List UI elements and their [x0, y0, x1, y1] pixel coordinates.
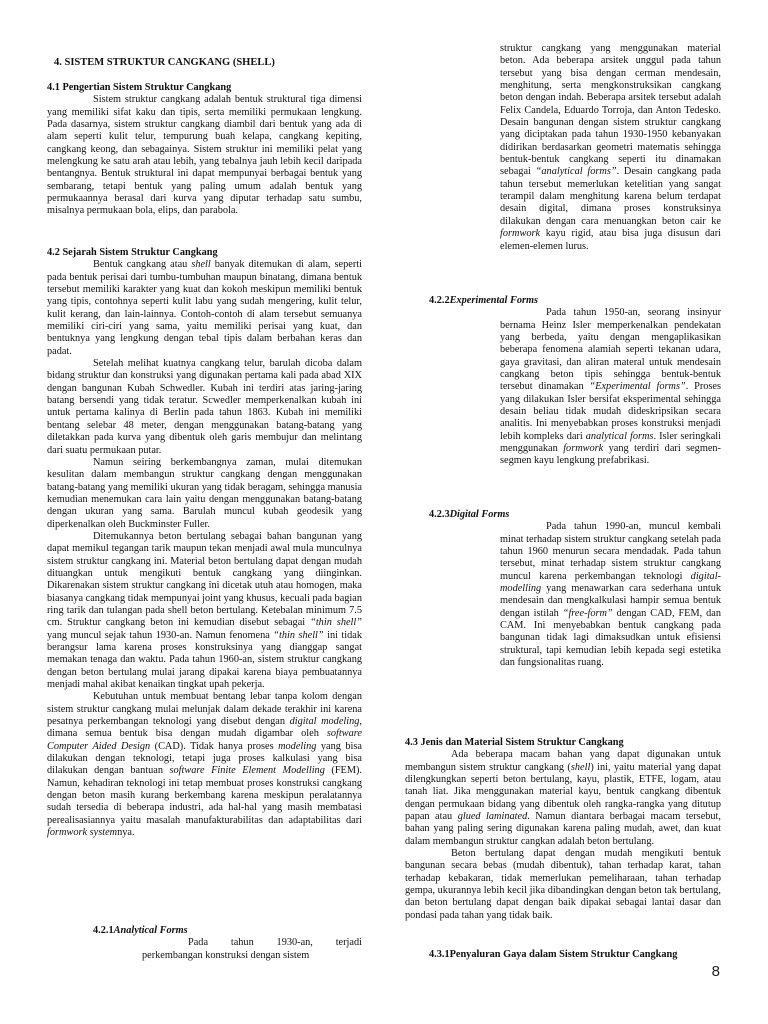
page-title: 4. SISTEM STRUKTUR CANGKANG (SHELL): [54, 57, 275, 68]
paragraph: Kebutuhan untuk membuat bentang lebar tanpa kolom dengan sistem struktur cangkang mulai melunjak dalam dekade terakhir ini karena pesatnya perkembangan teknologi yang disebut dengan digital modeling, dimana semua bentuk bisa dengan mudah digambar oleh software Computer Aided Design (CAD). Tidak hanya proses modeling yang bisa dilakukan dengan teknologi, tetapi juga proses kalkulasi yang bisa dilakukan dengan bantuan software Finite Element Modelling (FEM). Namun, kehadiran teknologi ini tetap membuat proses konstruksi cangkang dengan beton masih kurang berkembang karena meskipun peralatannya sudah tersedia di beberapa industri, ada hal-hal yang masih membatasi perealisasiannya yaitu masalah manufakturabilitas dan adaptabilitas dari formwork systemnya.: [47, 691, 362, 839]
section-4-3-1: [405, 949, 721, 961]
paragraph: Namun seiring berkembangnya zaman, mulai ditemukan kesulitan dalam membangun struktur cangkang dengan menggunakan batang-batang yang memiliki ukuran yang tidak beragam, sehingga manusia kemudian menemukan cara lain yaitu dengan menggunakan batang-batang dengan ukuran yang sama. Barulah muncul kubah geodesik yang diperkenalkan oleh Buckminster Fuller.: [47, 456, 362, 530]
section-4-2-3: [405, 509, 721, 669]
paragraph: Ditemukannya beton bertulang sebagai bahan bangunan yang dapat memikul tegangan tarik maupun tekan menjadi awal mula munculnya sistem struktur cangkang ini. Material beton bertulang dapat dengan mudah dituangkan untuk mengikuti bentuk cangkang yang diinginkan. Dikarenakan sistem struktur cangkang ini dicetak utuh atau homogen, maka biasanya cangkang tidak mempunyai joint yang khusus, kecuali pada bagian ring tarik dan tulangan pada shell beton bertulang. Ketebalan minimum 7.5 cm. Struktur cangkang beton ini kemudian disebut sebagai “thin shell” yang muncul sejak tahun 1930-an. Namun fenomena “thin shell” ini tidak berangsur lama karena proses konstruksinya yang dianggap sangat memakan tenaga dan waktu. Pada tahun 1960-an, sistem struktur cangkang dengan beton bertulang mulai jarang dipakai karena biaya pembuatannya menjadi mahal akibat kenaikan tingkat upah pekerja.: [47, 530, 363, 691]
section-4-2-2: [405, 295, 721, 468]
subsection-heading: 4.2.2Experimental Forms: [429, 295, 538, 306]
paragraph: Sistem struktur cangkang adalah bentuk struktural tiga dimensi yang memiliki sifat kaku dan tipis, serta memiliki permukaan lengkung. Pada dasarnya, sistem struktur cangkang diambil dari bentuk yang ada di alam seperti kulit telur, tempurung buah kelapa, cangkang kepiting, cangkang keong, dan sebagainya. Sistem struktur ini memiliki pelat yang melengkung ke satu arah atau lebih, yang tebalnya jauh lebih kecil daripada bentangnya. Bentuk struktural ini dapat mempunyai berbagai bentuk yang sembarang, tetapi bentuk yang paling umum adalah bentuk yang permukaannya berasal dari kurva yang diputar terhadap satu sumbu, misalnya permukaan bola, elips, dan parabola.: [47, 94, 362, 217]
subsection-heading: 4.2.1Analytical Forms: [93, 925, 188, 936]
section-4-2-1: [47, 925, 362, 962]
section-4-2: [47, 247, 362, 840]
page-number: 8: [711, 963, 720, 980]
subsection-heading: 4.3.1Penyaluran Gaya dalam Sistem Struktur Cangkang: [429, 949, 678, 960]
paragraph: Setelah melihat kuatnya cangkang telur, barulah dicoba dalam bidang struktur dan konstruksi yang digunakan pertama kali pada abad XIX dengan bangunan Kubah Schwedler. Kubah ini terdiri atas jaring-jaring batang bersendi yang tidak teratur. Scwedler memperkenalkan kubah ini untuk pertama kalinya di Berlin pada tahun 1863. Kubah ini memiliki bentang selebar 48 meter, dengan menggunakan batang-batang yang diletakkan pada kurva yang dibentuk oleh garis membujur dan melintang dari suatu permukaan putar.: [47, 358, 362, 456]
section-heading: 4.3 Jenis dan Material Sistem Struktur Cangkang: [405, 737, 624, 748]
section-4-2-1-cont: [500, 43, 721, 253]
paragraph: struktur cangkang yang menggunakan material beton. Ada beberapa arsitek unggul pada tahun tersebut yang bisa dengan cerman mendesain, menghitung, serta mengkonstruksikan cangkang beton dengan indah. Beberapa arsitek tersebut adalah Felix Candela, Eduardo Torroja, dan Anton Tedesko. Desain bangunan dengan sistem struktur cangkang yang diciptakan pada tahun 1930-1950 kebanyakan didirikan berdasarkan geometri matematis sehingga bentuk-bentuk cangkang seperti itu dinamakan sebagai “analytical forms”. Desain cangkang pada tahun tersebut memerlukan ketelitian yang sangat terampil dalam menghitung karena belum terdapat desain digital, dimana proses konstruksinya dilakukan dengan cara menuangkan beton cair ke formwork kayu rigid, atau bisa juga disusun dari elemen-elemen lurus.: [500, 43, 721, 252]
section-heading: 4.1 Pengertian Sistem Struktur Cangkang: [47, 82, 232, 93]
paragraph: Pada tahun 1990-an, muncul kembali minat terhadap sistem struktur cangkang setelah pada tahun 1960 menurun secara mendadak. Pada tahun tersebut, minat terhadap sistem struktur cangkang muncul karena perkembangan teknologi digital-modelling yang menawarkan cara sederhana untuk mendesain dan mengkalkulasi hampir semua bentuk dengan istilah “free-form” dengan CAD, FEM, dan CAM. Ini menyebabkan bentuk cangkang pada bangunan tidak lagi dimaksudkan untuk efisiensi struktural, tapi kemudian lebih kepada segi estetika dan fungsionalitas ruang.: [500, 521, 721, 669]
section-heading: 4.2 Sejarah Sistem Struktur Cangkang: [47, 247, 218, 258]
subsection-heading: 4.2.3Digital Forms: [429, 509, 510, 520]
paragraph: Pada tahun 1930-an, terjadi perkembangan konstruksi dengan sistem: [142, 937, 362, 961]
paragraph: Ada beberapa macam bahan yang dapat digunakan untuk membangun sistem struktur cangkang (shell) ini, yaitu material yang dapat dilengkungkan seperti beton bertulang, kayu, plastik, ETFE, logam, atau tanah liat. Jika menggunakan material kayu, bentuk cangkang dibentuk dengan permukaan bidang yang dibentuk oleh rangka-rangka yang ditutup papan atau glued laminated. Namun diantara berbagai macam tersebut, bahan yang paling sering digunakan karena paling mudah, awet, dan kuat dalam membangun struktur cangkan adalah beton bertulang.: [405, 749, 721, 847]
section-4-1: [47, 82, 362, 218]
paragraph: Bentuk cangkang atau shell banyak ditemukan di alam, seperti pada bentuk perisai dari tumbu-tumbuhan maupun binatang, dimana bentuk tersebut memiliki karakter yang kuat dan kokoh meskipun memiliki bentuk yang tipis, contohnya seperti kulit labu yang sudah mengering, kulit telur, kulit kerang, dan lain-lainnya. Contoh-contoh di alam tersebut semuanya memiliki ciri-ciri yang sama, yaitu memiliki perisai yang kuat, dan bentuknya yang lengkung dengan tebal tipis dalam berbahan keras dan padat.: [47, 259, 362, 357]
paragraph: Pada tahun 1950-an, seorang insinyur bernama Heinz Isler memperkenalkan pendekatan yang berbeda, yaitu dengan mengaplikasikan beberapa fenomena alamiah seperti tekanan udara, gaya gravitasi, dan aliran materal untuk mendesain cangkang beton tipis sehingga bentuk-bentuk tersebut dinamakan “Experimental forms”. Proses yang dilakukan Isler bersifat eksperimental sehingga desain beliau tidak mudah dideskripsikan secara analitis. Ini menyebabkan proses konstruksi menjadi lebih kompleks dari analytical forms. Isler seringkali menggunakan formwork yang terdiri dari segmen-segmen kayu lengkung prefabrikasi.: [500, 307, 722, 467]
section-4-3: [405, 737, 721, 922]
paragraph: Beton bertulang dapat dengan mudah mengikuti bentuk bangunan secara bebas (mudah dibentuk), tahan terhadap karat, tahan terhadap kebakaran, tidak memerlukan pemeliharaan, tahan terhadap gempa, ukurannya lebih kecil jika dibandingkan dengan beton tak bertulang, dan beton bertulang dapat dengan baik dipakai sebagai lantai dasar dan pondasi pada tahan yang tidak baik.: [405, 848, 721, 921]
